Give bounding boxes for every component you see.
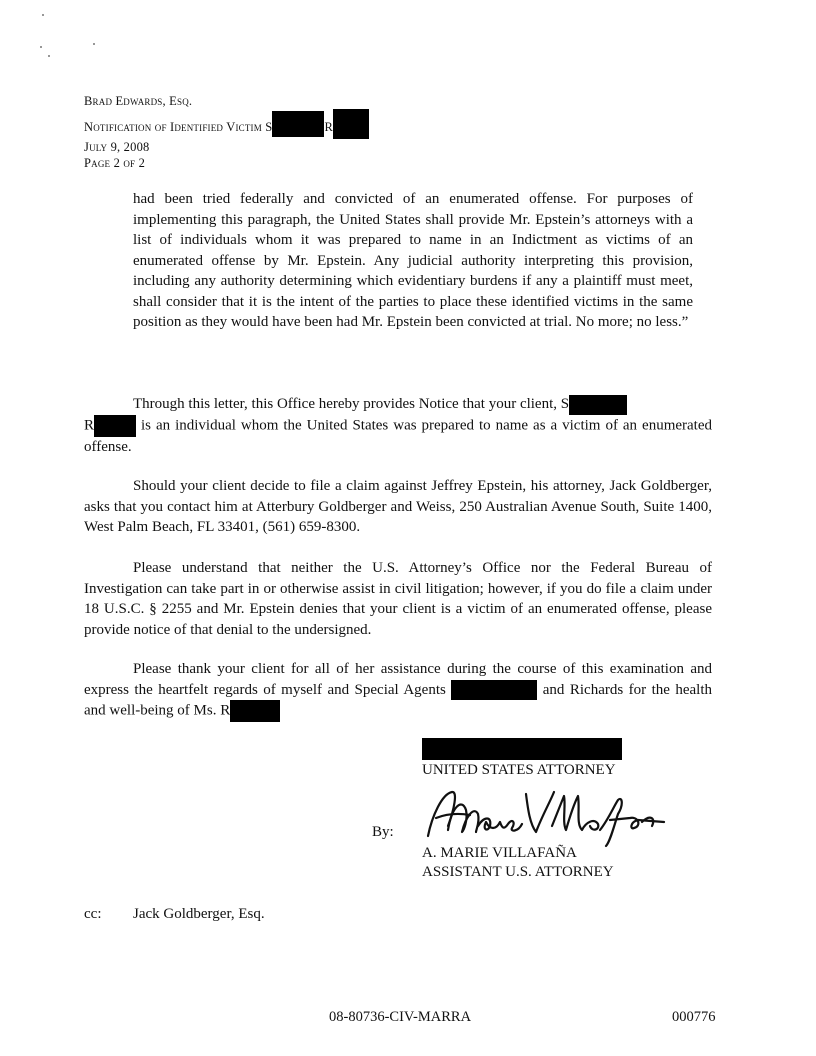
signer-title: ASSISTANT U.S. ATTORNEY — [422, 864, 614, 880]
notice-text-1: Through this letter, this Office hereby provides Notice that your client, S — [133, 396, 570, 412]
closing-paragraph — [84, 659, 712, 722]
office-title: UNITED STATES ATTORNEY — [422, 762, 616, 778]
redaction-box — [94, 415, 136, 437]
redaction-box — [230, 700, 280, 722]
closing-text-2: and Richards for the health and well-being of Ms. R — [84, 681, 713, 719]
redaction-box — [422, 738, 622, 760]
subject-tail: R — [324, 120, 333, 134]
redaction-box — [569, 395, 627, 415]
civil-litigation-paragraph: Please understand that neither the U.S. Attorney’s Office nor the Federal Bureau of Investigation can take part in or otherwise assist in civil litigation; however, if you do file a claim under 18 U.S.C. § 2255 and Mr. Epstein denies that your client is a victim of an enumerated offense, please provide notice of that denial to the undersigned. — [84, 560, 712, 638]
notice-line-1 — [84, 394, 712, 415]
closing-text-1: Please thank your client for all of her assistance during the course of this examination and express the heartfelt regards of myself and Special Agents — [84, 661, 712, 698]
redaction-box — [272, 111, 324, 137]
attorney-contact-paragraph: Should your client decide to file a claim against Jeffrey Epstein, his attorney, Jack Goldberger, asks that you contact him at Atterbury Goldberger and Weiss, 250 Australian Avenue South, Suite 1400, West Palm Beach, FL 33401, (561) 659-8300. — [84, 478, 712, 535]
signer-name: A. MARIE VILLAFAÑA — [422, 845, 577, 861]
notice-text-2: R — [84, 417, 95, 433]
redaction-box — [451, 680, 537, 700]
page-number: Page 2 of 2 — [84, 156, 146, 170]
scan-speck — [48, 55, 50, 57]
redaction-box — [333, 109, 369, 139]
subject-line — [84, 109, 369, 139]
notice-text-3: is an individual whom the United States was prepared to name as a victim of an enumerated offense. — [84, 417, 712, 455]
date-line: July 9, 2008 — [84, 140, 150, 154]
scan-speck — [40, 46, 42, 48]
bates-number: 000776 — [672, 1009, 716, 1025]
case-number: 08-80736-CIV-MARRA — [329, 1009, 472, 1025]
scan-speck — [42, 14, 44, 16]
scan-speck — [93, 43, 95, 45]
cc-label: cc: — [84, 906, 102, 922]
by-label: By: — [372, 824, 394, 840]
letter-header — [84, 93, 369, 171]
notice-paragraph — [84, 394, 712, 457]
quoted-provision: had been tried federally and convicted of an enumerated offense. For purposes of implementing this paragraph, the United States shall provide Mr. Epstein’s attorneys with a list of individuals whom it was prepared to name in an Indictment as victims of an enumerated offense by Mr. Epstein. Any judicial authority interpreting this provision, including any authority determining which evidentiary burdens if any a plaintiff must meet, shall consider that it is the intent of the parties to place these identified victims in the same position as they would have been had Mr. Epstein been convicted at trial. No more; no less.” — [133, 191, 693, 330]
cc-recipient: Jack Goldberger, Esq. — [133, 906, 265, 922]
handwritten-signature — [418, 786, 678, 848]
subject-text: Notification of Identified Victim S — [84, 120, 273, 134]
recipient-line: Brad Edwards, Esq. — [84, 94, 193, 108]
